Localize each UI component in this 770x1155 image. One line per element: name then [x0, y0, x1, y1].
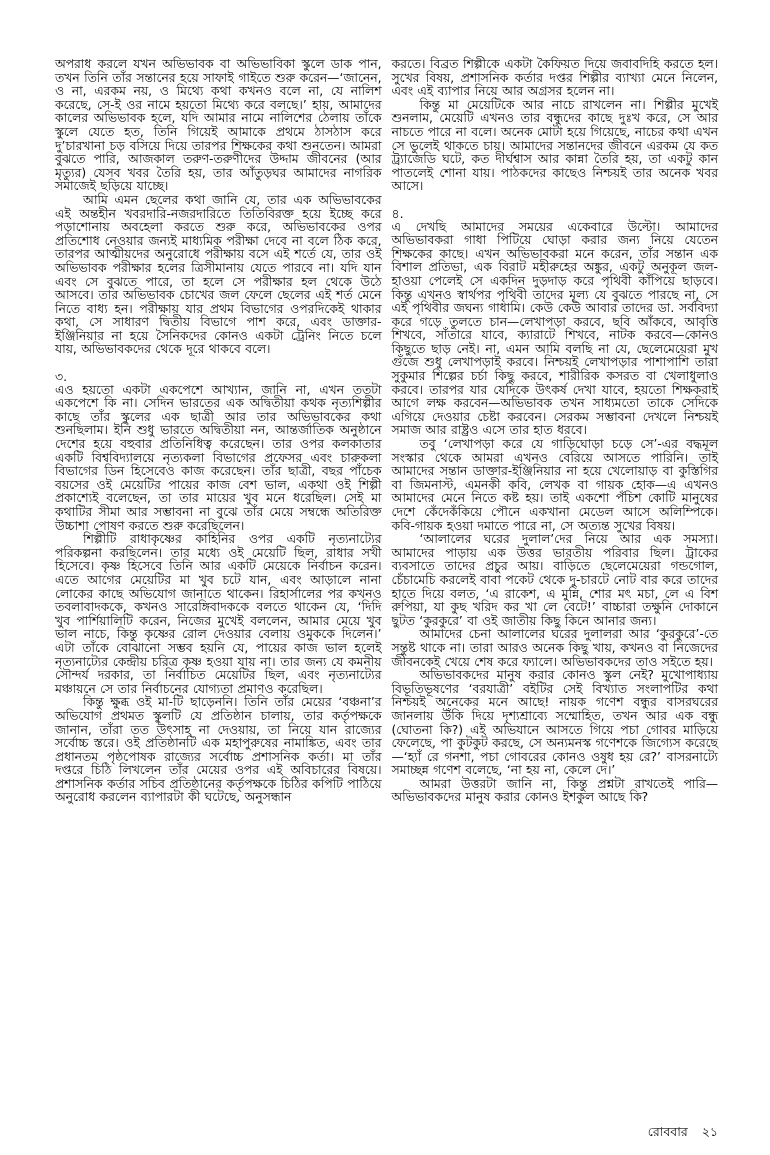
paragraph: তবু ‘লেখাপড়া করে যে গাড়িঘোড়া চড়ে সে’-এর বদ্ধমূল সংস্কার থেকে আমরা এখনও বেরিয়ে আসতে পারিনি। তাই আমাদের সন্তান ডাক্তার-ইঞ্জিনিয়ার না হয়ে খেলোয়াড় বা কুস্তিগির বা জিমনাস্ট, এমনকী কবি, লেখক বা গায়ক হোক—এ এখনও আমাদের মেনে নিতে কষ্ট হয়। তাই একশো পঁচিশ কোটি মানুষের দেশে কেঁদেকঁকিয়ে পৌনে একখানা মেডেল আসে অলিম্পিকে। কবি-গায়ক হওয়া দমাতে পারে না, সে অত্যন্ত সুখের বিষয়।: [391, 437, 718, 533]
paragraph: কিন্তু মা মেয়েটিকে আর নাচে রাখলেন না। শিল্পীর মুখেই শুনলাম, মেয়েটি এখনও তার বন্ধুদের কাছে দুঃখ করে, সে আর নাচতে পারে না বলে। অনেক মোটা হয়ে গিয়েছে, নাচের কথা এখন সে ভুলেই থাকতে চায়। আমাদের সন্তানদের জীবনে এরকম যে কত ট্র্যাজেডি ঘটে, কত দীর্ঘশ্বাস আর কান্না তৈরি হয়, তা একটু কান পাতলেই শোনা যায়। পাঠকদের কাছেও নিশ্চয়ই তার অনেক খবর আসে।: [391, 97, 718, 194]
text-columns: [55, 58, 718, 805]
page-footer: [648, 1125, 718, 1139]
paragraph: অপরাধ করলে যখন অভিভাবক বা অভিভাবিকা স্কুলে ডাক পান, তখন তিনি তাঁর সন্তানের হয়ে সাফাই গাইতে শুরু করেন—‘জানেন, ও না, এরকম নয়, ও মিথ্যে কথা কখনও বলে না, যে নালিশ করেছে, সে-ই ওর নামে হয়তো মিথ্যে করে বলছে।’ হায়, আমাদের কালের অভিভাবক হলে, যদি আমার নামে নালিশের ঠেলায় তাঁকে স্কুলে যেতে হত, তিনি গিয়েই আমাকে প্রথমে ঠাসঠাস করে দু’চারখানা চড় বসিয়ে দিয়ে তারপর শিক্ষকের কথা শুনতেন। আমরা বুঝতে পারি, আজকাল তরুণ-তরুণীদের উদ্দাম জীবনের (আর মৃত্যুর) যেসব খবর তৈরি হয়, তার আঁতুড়ঘর আমাদের নাগরিক সমাজেই ছড়িয়ে যাচ্ছে।: [55, 57, 382, 194]
left-column: [55, 58, 382, 805]
paragraph: আমি এমন ছেলের কথা জানি যে, তার এক অভিভাবকের এই অন্তহীন খবরদারি-নজরদারিতে তিতিবিরক্ত হয়ে ইচ্ছে করে পড়াশোনায় অবহেলা করতে শুরু করে, অভিভাবকের ওপর প্রতিশোধ নেওয়ার জন্যই মাধ্যমিক পরীক্ষা দেবে না বলে ঠিক করে, তারপর আত্মীয়দের অনুরোধে পরীক্ষায় বসে এই শর্তে যে, তার ওই অভিভাবক পরীক্ষার হলের ত্রিসীমানায় যেতে পারবে না। যদি যান এবং সে বুঝতে পারে, তা হলে সে পরীক্ষার হল থেকে উঠে আসবে। তার অভিভাবক চোখের জল ফেলে ছেলের এই শর্ত মেনে নিতে বাধ্য হন। পরীক্ষায় যার প্রথম বিভাগের ওপরদিকেই থাকার কথা, সে সাধারণ দ্বিতীয় বিভাগে পাশ করে, এবং ডাক্তার-ইঞ্জিনিয়ার না হয়ে সৈনিকদের কোনও একটা ট্রেনিং নিতে চলে যায়, অভিভাবকদের থেকে দূরে থাকবে বলে।: [55, 192, 382, 357]
magazine-name: রোববার: [647, 1124, 688, 1139]
paragraph: শিল্পীটি রাধাকৃষ্ণের কাহিনির ওপর একটি নৃত্যনাট্যের পরিকল্পনা করছিলেন। তার মধ্যে ওই মেয়েটি ছিল, রাধার সখী হিসেবে। কৃষ্ণ হিসেবে তিনি আর একটি মেয়েকে নির্বাচন করেন। এতে আগের মেয়েটির মা খুব চটে যান, এবং আড়ালে নানা লোকের কাছে অভিযোগ জানাতে থাকেন। রিহার্সালের পর কখনও তবলাবাদককে, কখনও সারেঙ্গিবাদককে বলতে থাকেন যে, ‘দিদি খুব পার্শিয়ালিটি করেন, নিজের মুখেই বললেন, আমার মেয়ে খুব ভাল নাচে, কিন্তু কৃষ্ণের রোল দেওয়ার বেলায় ওমুককে দিলেন।’ এটা তাঁকে বোঝানো সম্ভব হয়নি যে, পায়ের কাজ ভাল হলেই নৃত্যনাট্যের কেন্দ্রীয় চরিত্র কৃষ্ণ হওয়া যায় না। তার জন্য যে কমনীয় সৌন্দর্য দরকার, তা নির্বাচিত মেয়েটির ছিল, এবং নৃত্যনাট্যের মঞ্চায়নে সে তার নির্বাচনের যোগ্যতা প্রমাণও করেছিল।: [55, 532, 382, 696]
paragraph: কিন্তু ক্ষুব্ধ ওই মা-টি ছাড়েননি। তিনি তাঁর মেয়ের ‘বঞ্চনা’র অভিযোগ প্রথমত স্কুলটি যে প্রতিষ্ঠান চালায়, তার কর্তৃপক্ষকে জানান, তাঁরা তত উৎসাহ না দেওয়ায়, তা নিয়ে যান রাজ্যের সর্বোচ্চ স্তরে। ওই প্রতিষ্ঠানটি এক মহাপুরুষের নামাঙ্কিত, এবং তার প্রধানতম পৃষ্ঠপোষক রাজ্যের সর্বোচ্চ প্রশাসনিক কর্তা। মা তাঁর দপ্তরে চিঠি লিখলেন তাঁর মেয়ের ওপর এই অবিচারের বিষয়ে। প্রশাসনিক কর্তার সচিব প্রতিষ্ঠানের কর্তৃপক্ষকে চিঠির কপিটি পাঠিয়ে অনুরোধ করলেন ব্যাপারটা কী ঘটেছে, অনুসন্ধান: [55, 695, 382, 805]
section-number: ৪.: [391, 205, 404, 221]
paragraph: অভিভাবকদের মানুষ করার কোনও স্কুল নেই? মুখোপাধ্যায় বিভূতিভূষণের ‘বরযাত্রী’ বইটির সেই বিখ্যাত সংলাপটির কথা নিশ্চয়ই অনেকের মনে আছে! নায়ক গণেশ বন্ধুর বাসরঘরের জানলায় উঁকি দিয়ে দৃশ্যশ্রাব্যে সম্মোহিত, তখন আর এক বন্ধু (ঘোতনা কি?) এই অভিযানে আসতে গিয়ে পচা গোবর মাড়িয়ে ফেলেছে, পা কুটকুট করছে, সে অন্যমনস্ক গণেশকে জিগ্যেস করেছে—‘হ্যাঁ রে গনশা, পচা গোবরের কোনও ওষুধ হয় রে?’ বাসরনাট্যে সমাচ্ছন্ন গণেশ বলেছে, ‘না হয় না, কেলে দে।’: [391, 668, 718, 778]
right-column: [392, 58, 719, 805]
paragraph: ‘আলালের ঘরের দুলাল’দের নিয়ে আর এক সমস্যা। আমাদের পাড়ায় এক উত্তর ভারতীয় পরিবার ছিল। ট্রাকের ব্যবসাতে তাদের প্রচুর আয়। বাড়িতে ছেলেমেয়েরা গন্ডগোল, চেঁচামেচি করলেই বাবা পকেট থেকে দু-চারটে নোট বার করে তাদের হাতে দিয়ে বলত, ‘এ রাকেশ, এ মুন্নি, শোর মৎ মচা, লে এ বিশ রুপিয়া, যা কুছ খরিদ কর খা লে বেটে!’ বাচ্চারা তক্ষুনি দোকানে ছুটত ‘কুরকুরে’ বা ওই জাতীয় কিছু কিনে আনার জন্য।: [391, 532, 718, 628]
paragraph: করতে। বিব্রত শিল্পীকে একটা কৈফিয়ত দিয়ে জবাবদিহি করতে হল। সুখের বিষয়, প্রশাসনিক কর্তার দপ্তর শিল্পীর ব্যাখ্যা মেনে নিলেন, এবং এই ব্যাপার নিয়ে আর অগ্রসর হলেন না।: [391, 57, 718, 99]
section-number: ৩.: [55, 369, 68, 385]
paragraph: আমাদের চেনা আলালের ঘরের দুলালরা আর ‘কুরকুরে’-তে সন্তুষ্ট থাকে না। তারা আরও অনেক কিছু খায়, কখনও বা নিজেদের জীবনকেই খেয়ে শেষ করে ফ্যালে। অভিভাবকদের তাও সইতে হয়।: [391, 627, 718, 669]
paragraph: এও হয়তো একটা একপেশে আখ্যান, জানি না, এখন ততটা একপেশে কি না। সেদিন ভারতের এক অদ্বিতীয়া কথক নৃত্যশিল্পীর কাছে তাঁর স্কুলের এক ছাত্রী আর তার অভিভাবকের কথা শুনছিলাম। ইনি শুধু ভারতে অদ্বিতীয়া নন, আন্তর্জাতিক অনুষ্ঠানে দেশের হয়ে বহুবার প্রতিনিধিত্ব করেছেন। তার ওপর কলকাতার একটি বিশ্ববিদ্যালয়ে নৃত্যকলা বিভাগের প্রফেসর এবং চারুকলা বিভাগের ডিন হিসেবেও কাজ করেছেন। তাঁর ছাত্রী, বছর পাঁচেক বয়সের ওই মেয়েটির পায়ের কাজ বেশ ভাল, একথা ওই শিল্পী প্রকাশ্যেই বলেছেন, তা তার মায়ের খুব মনে ধরেছিল। সেই মা কথাটির সীমা আর সম্ভাবনা না বুঝে তাঁর মেয়ে সম্বন্ধে অতিরিক্ত উচ্চাশা পোষণ করতে শুরু করেছিলেন।: [55, 382, 382, 533]
paragraph: আমরা উত্তরটা জানি না, কিন্তু প্রশ্নটা রাখতেই পারি—অভিভাবকদের মানুষ করার কোনও ইশকুল আছে কি?: [391, 776, 718, 805]
page-number: ২১: [701, 1124, 718, 1139]
paragraph: এ দেখছি আমাদের সময়ের একেবারে উল্টো। আমাদের অভিভাবকরা গাধা পিটিয়ে ঘোড়া করার জন্য নিয়ে যেতেন শিক্ষকের কাছে। এখন অভিভাবকরা মনে করেন, তাঁর সন্তান এক বিশাল প্রতিভা, এক বিরাট মহীরুহের অঙ্কুর, একটু অনুকূল জল-হাওয়া পেলেই সে একদিন দুড়দাড় করে পৃথিবী কাঁপিয়ে ছাড়বে। কিন্তু এখনও স্বার্থপর পৃথিবী তাদের মূল্য যে বুঝতে পারছে না, সে এই পৃথিবীর জঘন্য গাধামি। কেউ কেউ আবার তাদের ডা. সর্ববিদ্যা করে গড়ে তুলতে চান—লেখাপড়া করবে, ছবি আঁকবে, আবৃত্তি শিখবে, সাঁতারে যাবে, ক্যারাটে শিখবে, নাটক করবে—কোনও কিছুতে ছাড় নেই। না, এমন আমি বলছি না যে, ছেলেমেয়েরা মুখ গুঁজে শুধু লেখাপড়াই করবে। নিশ্চয়ই লেখাপড়ার পাশাপাশি তারা সুকুমার শিল্পের চর্চা কিছু করবে, শারীরিক কসরত বা খেলাধুলাও করবে। তারপর যার যেদিকে উৎকর্ষ দেখা যাবে, হয়তো শিক্ষকরাই আগে লক্ষ করবেন—অভিভাবক তখন সাধ্যমতো তাকে সেদিকে এগিয়ে দেওয়ার চেষ্টা করবেন। সেরকম সম্ভাবনা দেখলে নিশ্চয়ই সমাজ আর রাষ্ট্রও এসে তার হাত ধরবে।: [391, 219, 718, 438]
